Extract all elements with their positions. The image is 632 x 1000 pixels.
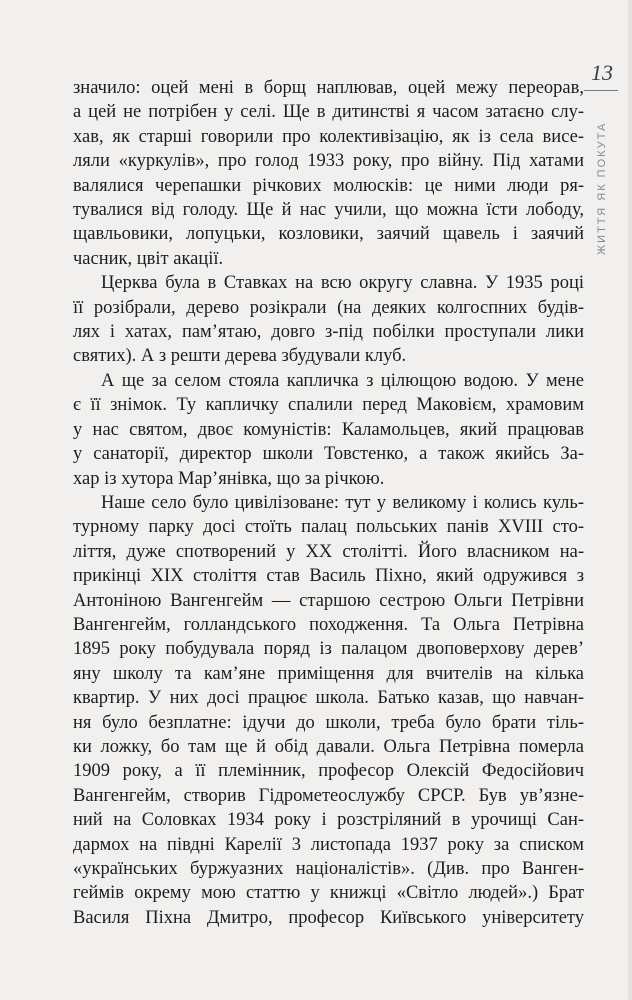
book-title: ЖИТТЯ ЯК ПОКУТА [596, 121, 608, 255]
text-line: яну школу та кам’яне приміщення для вчителів на кілька [73, 663, 584, 684]
text-line: хав, як старші говорили про колективізацію, як із села висе- [73, 126, 584, 147]
text-line: ки ложку, бо там ще й обід давали. Ольга Петрівна померла [73, 736, 584, 757]
text-line: щавльовики, лопуцьки, козловики, заячий щавель і заячий [73, 224, 584, 245]
text-line: А ще за селом стояла капличка з цілющою водою. У мене [101, 370, 584, 391]
text-line: валялися черепашки річкових молюсків: це ними люди ря- [73, 175, 584, 196]
text-line: святих). А з решти дерева збудували клуб. [73, 346, 407, 367]
text-line: ня було безплатне: ідучи до школи, треба було брати тіль- [73, 712, 584, 733]
text-line: ляли «куркулів», про голод 1933 року, про війну. Під хатами [73, 151, 584, 172]
text-line: у санаторії, директор школи Товстенко, а також якийсь За- [73, 444, 584, 465]
running-head-divider [584, 90, 618, 91]
text-line: її розібрали, дерево розікрали (на деяких колгоспних будів- [73, 297, 584, 318]
text-line: 1895 року побудувала поряд із палацом двоповерхову дерев’ [73, 639, 584, 660]
text-line: значило: оцей мені в борщ наплював, оцей межу переорав, [73, 78, 584, 98]
text-line: Вангенгейм, голландського походження. Та Ольга Петрівна [73, 614, 584, 635]
text-line: турному парку досі стоїть палац польських панів XVIII сто- [73, 517, 584, 538]
running-head [582, 60, 622, 280]
text-line: є її знімок. Ту капличку спалили перед Маковієм, храмовим [73, 395, 584, 416]
text-line: прикінці XIX століття став Василь Піхно, який одружився з [73, 566, 584, 587]
text-line: Василя Піхна Дмитро, професор Київського університету [73, 907, 584, 928]
text-line: а цей не потрібен у селі. Ще в дитинстві я часом затаєно слу- [73, 102, 584, 123]
text-line: дармох на півдні Карелії 3 листопада 1937 року за списком [73, 834, 584, 855]
text-line: у нас святом, двоє комуністів: Каламольцев, який працював [73, 419, 584, 440]
page-edge [628, 0, 632, 1000]
text-line: хар із хутора Мар’янівка, що за річкою. [73, 468, 385, 489]
text-line: ний на Соловках 1934 року і розстріляний в урочищі Сан- [73, 810, 584, 831]
text-line: Наше село було цивілізоване: тут у великому і колись куль- [101, 492, 584, 513]
text-line: ліття, дуже спотворений у XX столітті. Його власником на- [73, 541, 584, 562]
text-line: тувалися від голоду. Ще й нас учили, що можна їсти лободу, [73, 200, 584, 221]
body-text [73, 76, 584, 930]
text-line: Церква була в Ставках на всю округу славна. У 1935 році [101, 273, 584, 294]
text-line: 1909 року, а її племінник, професор Олексій Федосійович [73, 761, 584, 782]
text-line: «українських буржуазних націоналістів». (Див. про Ванген- [73, 859, 584, 879]
text-line: геймів окрему мою статтю у книжці «Світло людей».) Брат [73, 883, 584, 904]
text-line: Вангенгейм, створив Гідрометеослужбу СРСР. Був ув’язне- [73, 785, 584, 806]
page-number: 13 [591, 60, 613, 85]
text-line: часник, цвіт акації. [73, 248, 224, 269]
text-line: лях і хатах, пам’ятаю, довго з-під побілки проступали лики [73, 322, 584, 343]
text-line: квартир. У них досі працює школа. Батько казав, що навчан- [73, 688, 584, 709]
text-line: Антоніною Вангенгейм — старшою сестрою Ольги Петрівни [73, 590, 584, 611]
